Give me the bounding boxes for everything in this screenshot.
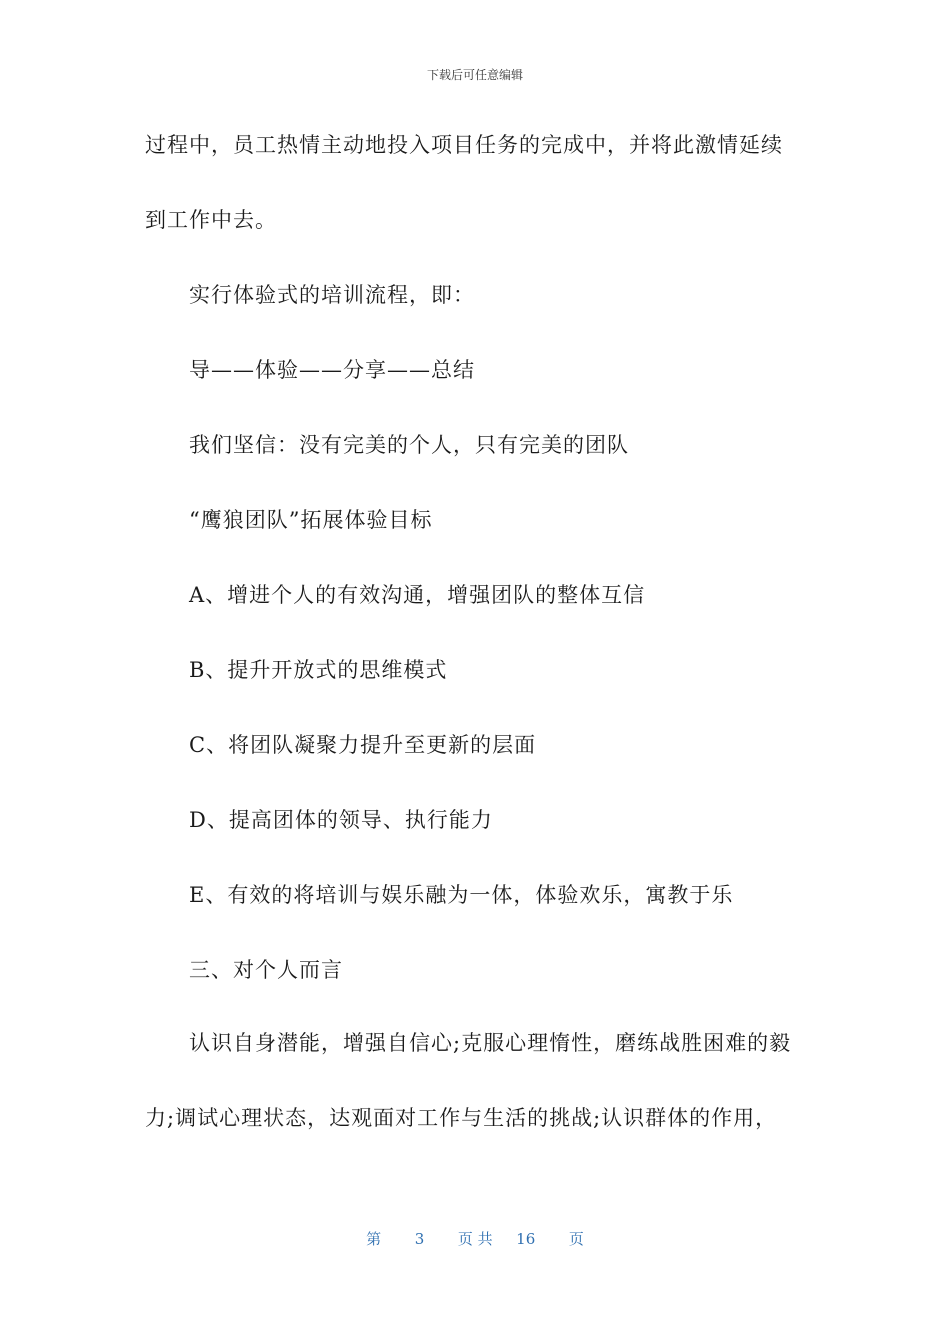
footer-prefix: 第: [366, 1230, 382, 1248]
footer-mid: 页 共: [457, 1230, 493, 1248]
list-item: A、增进个人的有效沟通，增强团队的整体互信: [189, 583, 646, 607]
list-item: E、有效的将培训与娱乐融为一体，体验欢乐，寓教于乐: [189, 883, 734, 907]
section-heading: 三、对个人而言: [189, 958, 343, 982]
paragraph-line: 导——体验——分享——总结: [189, 358, 475, 382]
paragraph-line: 过程中，员工热情主动地投入项目任务的完成中，并将此激情延续: [145, 133, 783, 157]
footer-suffix: 页: [568, 1230, 584, 1248]
paragraph-line: 认识自身潜能，增强自信心;克服心理惰性，磨练战胜困难的毅: [189, 1031, 792, 1055]
paragraph-line: 力;调试心理状态，达观面对工作与生活的挑战;认识群体的作用，: [145, 1106, 778, 1130]
paragraph-line: 我们坚信：没有完美的个人，只有完美的团队: [189, 433, 629, 457]
page-footer: [0, 1228, 950, 1249]
paragraph-line: 实行体验式的培训流程，即：: [189, 283, 475, 307]
list-item: B、提升开放式的思维模式: [189, 658, 448, 682]
footer-total-pages: 16: [516, 1230, 536, 1248]
paragraph-line: 到工作中去。: [145, 208, 277, 232]
section-heading: “鹰狼团队”拓展体验目标: [189, 508, 433, 532]
list-item: C、将团队凝聚力提升至更新的层面: [189, 733, 537, 757]
list-item: D、提高团体的领导、执行能力: [189, 808, 493, 832]
header-note: 下载后可任意编辑: [426, 68, 523, 82]
footer-current-page: 3: [414, 1230, 425, 1248]
